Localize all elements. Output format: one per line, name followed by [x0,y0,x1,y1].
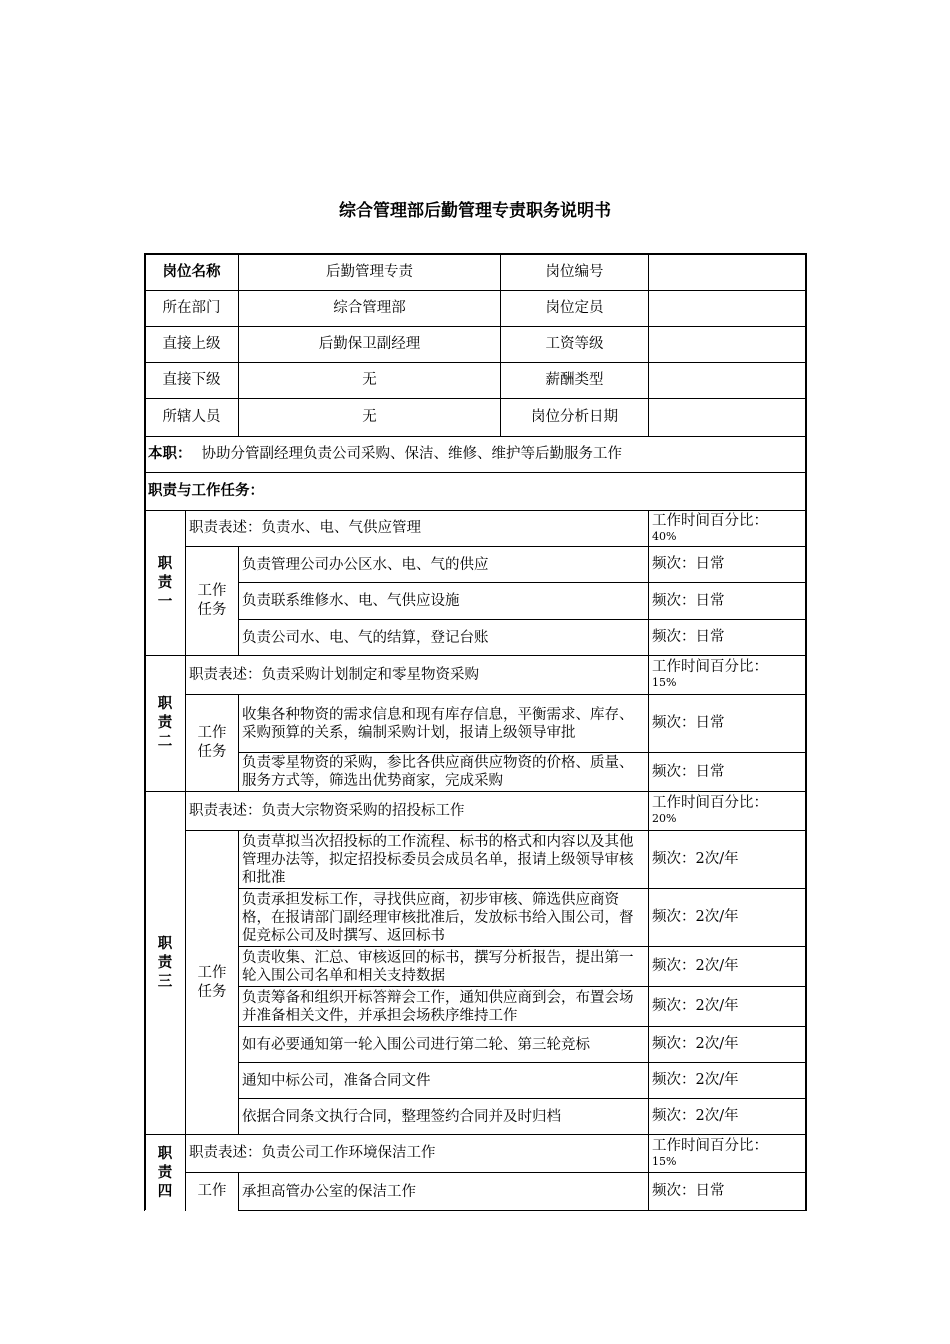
header-value: 无 [238,362,501,399]
duty-label [144,510,186,656]
duty-label-char: 责 [157,1164,173,1181]
percentage-value: 20% [652,812,677,825]
percentage-label: 工作时间百分比： [652,512,768,529]
header-label: 所辖人员 [144,398,239,437]
header-label: 薪酬类型 [500,362,649,399]
duty-label-char: 职 [157,555,173,572]
task-text: 承担高管办公室的保洁工作 [238,1172,649,1211]
task-frequency: 频次：日常 [648,1172,807,1211]
duty-description: 职责表述：负责大宗物资采购的招投标工作 [185,791,649,831]
header-label: 岗位编号 [500,254,649,291]
header-label: 直接下级 [144,362,239,399]
duty-label-char: 二 [157,734,173,750]
summary-label: 本职： [148,446,192,462]
header-label: 岗位名称 [144,254,239,291]
duty-label [144,1134,186,1211]
percentage-label: 工作时间百分比： [652,659,768,675]
duty-label-char: 职 [157,935,173,952]
task-frequency: 频次：日常 [648,694,807,753]
task-frequency: 频次：2次/年 [648,830,807,889]
duty-label [144,655,186,792]
header-value: 后勤保卫副经理 [238,326,501,363]
task-label [185,694,239,792]
header-label: 所在部门 [144,290,239,327]
task-frequency: 频次：2次/年 [648,1026,807,1063]
duty-label [144,791,186,1135]
percentage-label: 工作时间百分比： [652,1137,768,1154]
work-time-percentage [648,791,807,831]
task-text: 如有必要通知第一轮入围公司进行第二轮、第三轮竞标 [238,1026,649,1063]
header-label: 直接上级 [144,326,239,363]
task-text: 负责草拟当次招投标的工作流程、标书的格式和内容以及其他管理办法等，拟定招投标委员会成员名单，报请上级领导审核和批准 [238,830,649,889]
duty-label-char: 责 [157,574,173,591]
task-text: 负责收集、汇总、审核返回的标书，撰写分析报告，提出第一轮入围公司名单和相关支持数据 [238,946,649,987]
task-text: 依据合同条文执行合同，整理签约合同并及时归档 [238,1098,649,1135]
header-value: 后勤管理专责 [238,254,501,291]
header-value [648,326,807,363]
duty-label-char: 责 [157,715,173,731]
work-time-percentage [648,655,807,695]
header-label: 工资等级 [500,326,649,363]
duties-heading: 职责与工作任务： [144,472,807,511]
document-title: 综合管理部后勤管理专责职务说明书 [339,201,611,221]
task-text: 负责公司水、电、气的结算，登记台账 [238,619,649,656]
header-label: 岗位定员 [500,290,649,327]
percentage-value: 15% [652,676,677,689]
task-label-text: 工作 [197,1183,227,1199]
task-text: 负责筹备和组织开标答辩会工作，通知供应商到会，布置会场并准备相关文件，并承担会场秩序维持工作 [238,986,649,1027]
task-frequency: 频次：2次/年 [648,1098,807,1135]
duty-label-char: 四 [157,1183,173,1200]
duty-description: 职责表述：负责水、电、气供应管理 [185,510,649,547]
percentage-value: 15% [652,1154,677,1168]
header-value [648,254,807,291]
task-label [185,546,239,656]
duty-label-char: 三 [157,973,173,990]
duty-description: 职责表述：负责公司工作环境保洁工作 [185,1134,649,1173]
header-value [648,362,807,399]
percentage-label: 工作时间百分比： [652,795,768,811]
task-text: 收集各种物资的需求信息和现有库存信息，平衡需求、库存、采购预算的关系，编制采购计划，报请上级领导审批 [238,694,649,753]
task-text: 通知中标公司，准备合同文件 [238,1062,649,1099]
header-label: 岗位分析日期 [500,398,649,437]
work-time-percentage [648,510,807,547]
task-text: 负责联系维修水、电、气供应设施 [238,582,649,620]
task-frequency: 频次：日常 [648,619,807,656]
duty-description: 职责表述：负责采购计划制定和零星物资采购 [185,655,649,695]
duty-label-char: 一 [157,593,173,610]
percentage-value: 40% [652,529,677,543]
duty-label-char: 职 [157,696,173,712]
task-label-text: 工作任务 [197,964,227,1000]
task-frequency: 频次：2次/年 [648,1062,807,1099]
duty-label-char: 职 [157,1145,173,1162]
task-frequency: 频次：2次/年 [648,986,807,1027]
work-time-percentage [648,1134,807,1173]
header-value: 无 [238,398,501,437]
duty-label-char: 责 [157,954,173,971]
task-frequency: 频次：2次/年 [648,888,807,947]
task-text: 负责零星物资的采购，参比各供应商供应物资的价格、质量、服务方式等，筛选出优势商家，完成采购 [238,752,649,792]
summary-row [144,436,807,473]
task-frequency: 频次：日常 [648,582,807,620]
summary-text: 协助分管副经理负责公司采购、保洁、维修、维护等后勤服务工作 [201,446,622,462]
header-value [648,290,807,327]
task-label-text: 工作任务 [197,583,227,618]
task-frequency: 频次：日常 [648,546,807,583]
header-value [648,398,807,437]
task-text: 负责承担发标工作，寻找供应商，初步审核、筛选供应商资格，在报请部门副经理审核批准后，发放标书给入围公司，督促竞标公司及时撰写、返回标书 [238,888,649,947]
task-label [185,1172,239,1211]
task-label-text: 工作任务 [197,725,227,760]
header-value: 综合管理部 [238,290,501,327]
task-frequency: 频次：日常 [648,752,807,792]
task-label [185,830,239,1135]
task-frequency: 频次：2次/年 [648,946,807,987]
task-text: 负责管理公司办公区水、电、气的供应 [238,546,649,583]
